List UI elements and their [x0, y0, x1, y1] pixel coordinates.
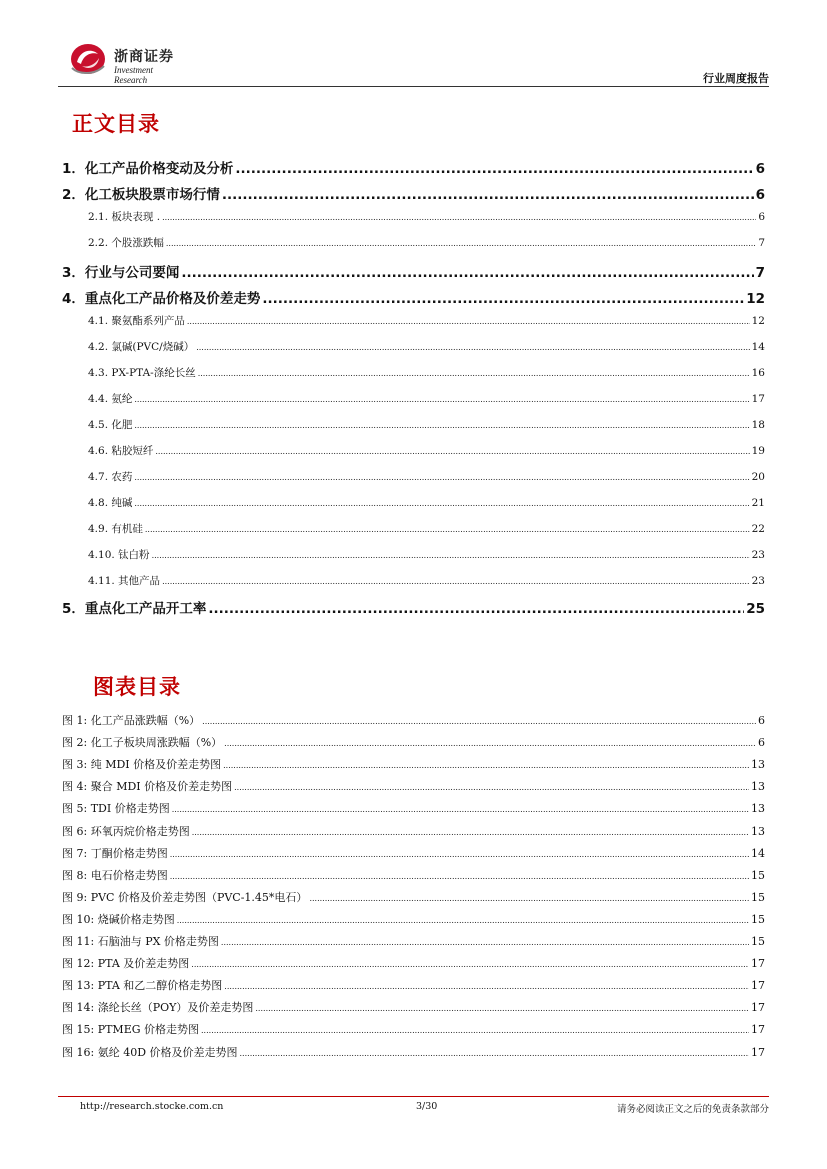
- figure-entry[interactable]: [62, 1021, 765, 1037]
- entry-label: 图 15: PTMEG 价格走势图: [62, 1023, 200, 1036]
- dot-leader: [170, 850, 749, 859]
- dot-leader: [177, 916, 749, 925]
- toc-entry[interactable]: [62, 443, 765, 458]
- dot-leader: [240, 1049, 749, 1058]
- entry-page-number: 17: [751, 393, 765, 405]
- entry-label: 2．化工板块股票市场行情: [62, 187, 220, 203]
- entry-page-number: 13: [751, 780, 765, 793]
- dot-leader: [172, 805, 749, 814]
- entry-page-number: 21: [751, 497, 765, 509]
- figure-entry[interactable]: [62, 889, 765, 905]
- dot-leader: [222, 187, 754, 203]
- entry-page-number: 17: [751, 957, 765, 970]
- entry-page-number: 16: [751, 367, 765, 379]
- entry-label: 4.5. 化肥: [88, 419, 133, 431]
- toc-entry[interactable]: [62, 547, 765, 562]
- entry-label: 图 3: 纯 MDI 价格及价差走势图: [62, 758, 222, 771]
- dot-leader: [208, 601, 744, 617]
- dot-leader: [170, 872, 749, 881]
- footer-url[interactable]: http://research.stocke.com.cn: [80, 1101, 224, 1112]
- figure-entry[interactable]: [62, 867, 765, 883]
- entry-page-number: 14: [751, 341, 765, 353]
- figure-entry[interactable]: [62, 800, 765, 816]
- entry-page-number: 23: [751, 549, 765, 561]
- entry-page-number: 12: [751, 315, 765, 327]
- company-logo: [68, 38, 188, 85]
- entry-label: 图 7: 丁酮价格走势图: [62, 847, 168, 860]
- figure-list-title: 图表目录: [93, 675, 181, 699]
- toc-title: 正文目录: [72, 112, 160, 136]
- dot-leader: [235, 161, 753, 177]
- figure-entry[interactable]: [62, 1044, 765, 1060]
- entry-label: 图 5: TDI 价格走势图: [62, 802, 170, 815]
- toc-entry[interactable]: [62, 287, 765, 307]
- dot-leader: [223, 761, 749, 770]
- entry-label: 4.3. PX-PTA-涤纶长丝: [88, 367, 196, 379]
- entry-label: 图 1: 化工产品涨跌幅（%）: [62, 714, 201, 727]
- entry-page-number: 12: [746, 291, 765, 307]
- dot-leader: [134, 499, 749, 508]
- dot-leader: [134, 395, 749, 404]
- dot-leader: [145, 525, 750, 534]
- logo-mark-icon: [68, 40, 108, 76]
- entry-label: 图 9: PVC 价格及价差走势图（PVC-1.45*电石）: [62, 891, 308, 904]
- entry-label: 2.1. 板块表现 .: [88, 211, 161, 223]
- dot-leader: [162, 577, 750, 586]
- dot-leader: [187, 317, 750, 326]
- figure-entry[interactable]: [62, 955, 765, 971]
- entry-label: 5．重点化工产品开工率: [62, 601, 207, 617]
- dot-leader: [155, 447, 749, 456]
- toc-entry[interactable]: [62, 391, 765, 406]
- logo-english-name: Investment Research: [114, 65, 153, 85]
- toc-entry[interactable]: [62, 469, 765, 484]
- entry-page-number: 19: [751, 445, 765, 457]
- entry-label: 4.2. 氯碱(PVC/烧碱）: [88, 341, 195, 353]
- toc-entry[interactable]: [62, 183, 765, 203]
- dot-leader: [202, 717, 756, 726]
- toc-entry[interactable]: [62, 597, 765, 617]
- entry-page-number: 20: [751, 471, 765, 483]
- logo-chinese-name: 浙商证券: [114, 49, 174, 65]
- figure-entry[interactable]: [62, 823, 765, 839]
- dot-leader: [152, 551, 750, 560]
- entry-page-number: 6: [758, 714, 765, 727]
- report-type: 行业周度报告: [703, 72, 769, 85]
- entry-page-number: 23: [751, 575, 765, 587]
- toc-entry[interactable]: [62, 209, 765, 224]
- page-header: [58, 38, 769, 88]
- entry-page-number: 7: [758, 237, 765, 249]
- dot-leader: [191, 960, 749, 969]
- entry-label: 4.11. 其他产品: [88, 575, 161, 587]
- entry-label: 3．行业与公司要闻: [62, 265, 180, 281]
- figure-entry[interactable]: [62, 977, 765, 993]
- toc-entry[interactable]: [62, 365, 765, 380]
- dot-leader: [221, 938, 749, 947]
- toc-entry[interactable]: [62, 261, 765, 281]
- entry-label: 4.10. 钛白粉: [88, 549, 150, 561]
- toc-entry[interactable]: [62, 235, 765, 250]
- dot-leader: [234, 783, 749, 792]
- dot-leader: [198, 369, 750, 378]
- dot-leader: [262, 291, 744, 307]
- dot-leader: [201, 1026, 749, 1035]
- entry-label: 4.9. 有机硅: [88, 523, 143, 535]
- entry-label: 4.7. 农药: [88, 471, 133, 483]
- entry-label: 图 11: 石脑油与 PX 价格走势图: [62, 935, 219, 948]
- entry-page-number: 15: [751, 869, 765, 882]
- dot-leader: [224, 739, 756, 748]
- figure-entry[interactable]: [62, 756, 765, 772]
- entry-page-number: 15: [751, 913, 765, 926]
- entry-page-number: 7: [755, 265, 765, 281]
- toc-entry[interactable]: [62, 521, 765, 536]
- page-number: 3/30: [416, 1101, 438, 1112]
- entry-label: 图 6: 环氧丙烷价格走势图: [62, 825, 190, 838]
- entry-label: 4.6. 粘胶短纤: [88, 445, 154, 457]
- figure-entry[interactable]: [62, 734, 765, 750]
- entry-page-number: 17: [751, 1046, 765, 1059]
- dot-leader: [162, 213, 756, 222]
- figure-entry[interactable]: [62, 999, 765, 1015]
- figure-entry[interactable]: [62, 933, 765, 949]
- toc-entry[interactable]: [62, 495, 765, 510]
- entry-page-number: 6: [755, 161, 765, 177]
- dot-leader: [181, 265, 753, 281]
- dot-leader: [255, 1004, 749, 1013]
- figure-entry[interactable]: [62, 778, 765, 794]
- entry-label: 4.8. 纯碱: [88, 497, 133, 509]
- entry-page-number: 14: [751, 847, 765, 860]
- dot-leader: [224, 982, 749, 991]
- entry-label: 图 2: 化工子板块周涨跌幅（%）: [62, 736, 223, 749]
- entry-page-number: 6: [758, 736, 765, 749]
- entry-page-number: 13: [751, 825, 765, 838]
- footer-disclaimer: 请务必阅读正文之后的免责条款部分: [616, 1104, 769, 1115]
- entry-page-number: 17: [751, 1001, 765, 1014]
- entry-page-number: 17: [751, 1023, 765, 1036]
- entry-page-number: 6: [758, 211, 765, 223]
- entry-label: 图 16: 氨纶 40D 价格及价差走势图: [62, 1046, 238, 1059]
- entry-label: 1．化工产品价格变动及分析: [62, 161, 234, 177]
- entry-page-number: 13: [751, 758, 765, 771]
- dot-leader: [196, 343, 749, 352]
- entry-page-number: 18: [751, 419, 765, 431]
- toc-entry[interactable]: [62, 417, 765, 432]
- entry-label: 图 4: 聚合 MDI 价格及价差走势图: [62, 780, 233, 793]
- entry-label: 图 12: PTA 及价差走势图: [62, 957, 190, 970]
- figure-entry[interactable]: [62, 712, 765, 728]
- entry-label: 图 8: 电石价格走势图: [62, 869, 168, 882]
- entry-page-number: 13: [751, 802, 765, 815]
- entry-page-number: 15: [751, 891, 765, 904]
- header-divider: [58, 86, 769, 87]
- entry-label: 4.4. 氨纶: [88, 393, 133, 405]
- dot-leader: [134, 473, 749, 482]
- toc-entry[interactable]: [62, 313, 765, 328]
- figure-entry[interactable]: [62, 911, 765, 927]
- entry-page-number: 15: [751, 935, 765, 948]
- entry-page-number: 6: [755, 187, 765, 203]
- toc-entry[interactable]: [62, 573, 765, 588]
- entry-label: 2.2. 个股涨跌幅: [88, 237, 164, 249]
- toc-entry[interactable]: [62, 157, 765, 177]
- footer-divider: [58, 1096, 769, 1097]
- entry-page-number: 17: [751, 979, 765, 992]
- dot-leader: [309, 894, 749, 903]
- entry-page-number: 25: [746, 601, 765, 617]
- entry-page-number: 22: [751, 523, 765, 535]
- dot-leader: [166, 239, 756, 248]
- figure-entry[interactable]: [62, 845, 765, 861]
- entry-label: 4．重点化工产品价格及价差走势: [62, 291, 261, 307]
- entry-label: 图 13: PTA 和乙二醇价格走势图: [62, 979, 223, 992]
- entry-label: 图 14: 涤纶长丝（POY）及价差走势图: [62, 1001, 254, 1014]
- dot-leader: [192, 828, 749, 837]
- dot-leader: [134, 421, 749, 430]
- toc-entry[interactable]: [62, 339, 765, 354]
- entry-label: 4.1. 聚氨酯系列产品: [88, 315, 185, 327]
- entry-label: 图 10: 烧碱价格走势图: [62, 913, 175, 926]
